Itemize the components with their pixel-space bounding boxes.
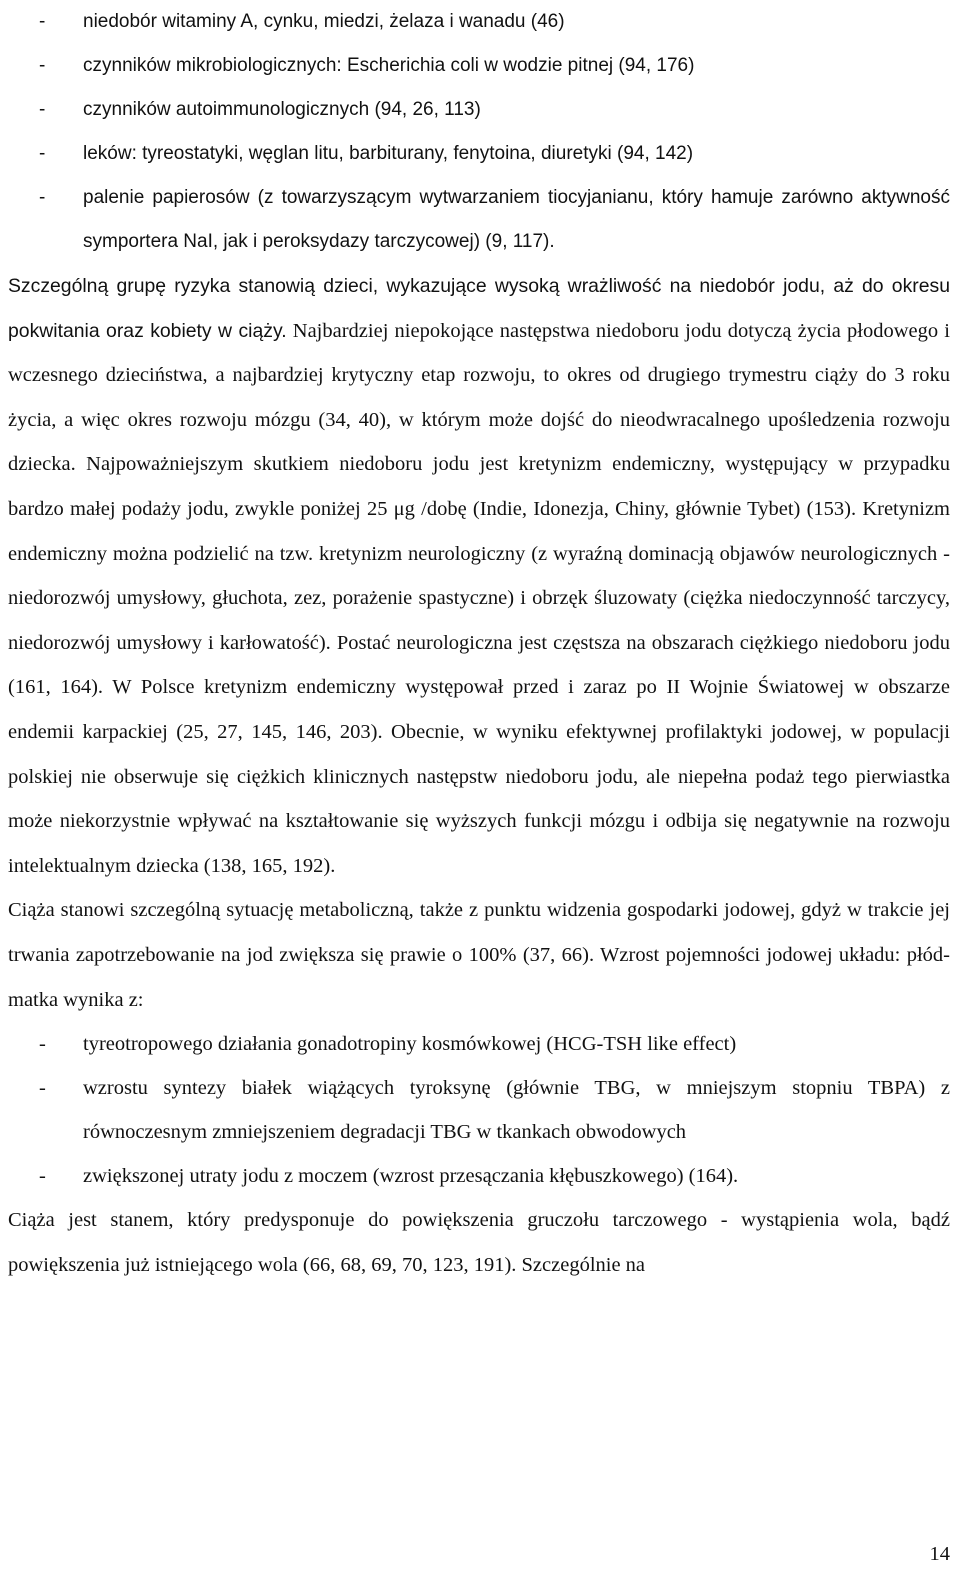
list-item (8, 88, 950, 132)
consequences-text: Najbardziej niepokojące następstwa niedoboru jodu dotyczą życia płodowego i wczesnego dzieciństwa, a najbardziej krytyczny etap rozwoju, to okres od drugiego trymestru ciąży do 3 roku życia, a więc okres rozwoju mózgu (34, 40), w którym może dojść do nieodwracalnego upośledzenia rozwoju dziecka. Najpoważniejszym skutkiem niedoboru jodu jest kretynizm endemiczny, występujący w przypadku bardzo małej podaży jodu, zwykle poniżej 25 μg /dobę (Indie, Idonezja, Chiny, głównie Tybet) (153). Kretynizm endemiczny można podzielić na tzw. kretynizm neurologiczny (z wyraźną dominacją objawów neurologicznych - niedorozwój umysłowy, głuchota, zez, porażenie spastyczne) i obrzęk śluzowaty (ciężka niedoczynność tarczycy, niedorozwój umysłowy i karłowatość). Postać neurologiczna jest częstsza na obszarach ciężkiego niedoboru jodu (161, 164). W Polsce kretynizm endemiczny występował przed i zaraz po II Wojnie Światowej w obszarze endemii karpackiej (25, 27, 145, 146, 203). Obecnie, w wyniku efektywnej profilaktyki jodowej, w populacji polskiej nie obserwuje się ciężkich klinicznych następstw niedoboru jodu, ale niepełna podaż tego pierwiastka może niekorzystnie wpływać na kształtowanie się wyższych funkcji mózgu i odbija się negatywnie na rozwoju intelektualnym dziecka (138, 165, 192). (8, 319, 951, 877)
list-item-text: czynników mikrobiologicznych: Escherichia coli w wodzie pitnej (94, 176) (83, 55, 695, 76)
list-item (8, 1154, 950, 1198)
goiter-paragraph: Ciąża jest stanem, który predysponuje do powiększenia gruczołu tarczowego - wystąpienia wola, bądź powiększenia już istniejącego wola (66, 68, 69, 70, 123, 191). Szczególnie na (8, 1209, 950, 1276)
list-dash: - (39, 1077, 46, 1100)
list-dash: - (39, 55, 46, 76)
list-item-text: tyreotropowego działania gonadotropiny kosmówkowej (HCG-TSH like effect) (83, 1033, 737, 1056)
pregnancy-paragraph: Ciąża stanowi szczególną sytuację metaboliczną, także z punktu widzenia gospodarki jodowej, gdyż w trakcie jej trwania zapotrzebowanie na jod zwiększa się prawie o 100% (37, 66). Wzrost pojemności jodowej układu: płód-matka wynika z: (8, 899, 950, 1011)
risk-group-text: Szczególną grupę ryzyka stanowią dzieci, wykazujące wysoką wrażliwość na niedobór jodu, aż do okresu pokwitania oraz kobiety w ciąży. (8, 275, 950, 342)
list-item (8, 132, 950, 176)
list-dash: - (39, 143, 46, 164)
list-item (8, 1022, 950, 1066)
list-item-text: zwiększonej utraty jodu z moczem (wzrost przesączania kłębuszkowego) (164). (83, 1165, 739, 1188)
list-dash: - (39, 11, 46, 32)
page-number: 14 (929, 1543, 950, 1565)
list-item-text: wzrostu syntezy białek wiążących tyroksynę (głównie TBG, w mniejszym stopniu TBPA) z równoczesnym zmniejszeniem degradacji TBG w tkankach obwodowych (83, 1077, 950, 1144)
pregnancy-causes-list (8, 1022, 950, 1198)
list-item-text: leków: tyreostatyki, węglan litu, barbiturany, fenytoina, diuretyki (94, 142) (83, 143, 694, 164)
risk-factors-list (8, 0, 950, 264)
list-item-text: czynników autoimmunologicznych (94, 26, 113) (83, 99, 481, 120)
list-dash: - (39, 1033, 46, 1056)
list-item (8, 1066, 950, 1154)
list-item (8, 0, 950, 44)
list-item (8, 176, 950, 264)
list-dash: - (39, 1165, 46, 1188)
body-paragraph (8, 264, 950, 888)
list-dash: - (39, 99, 46, 120)
list-dash: - (39, 187, 46, 208)
page-content (8, 0, 950, 1287)
list-item-text: palenie papierosów (z towarzyszącym wytwarzaniem tiocyjanianu, który hamuje zarówno aktywność symportera NaI, jak i peroksydazy tarczycowej) (9, 117). (83, 187, 950, 252)
list-item-text: niedobór witaminy A, cynku, miedzi, żelaza i wanadu (46) (83, 11, 565, 32)
list-item (8, 44, 950, 88)
